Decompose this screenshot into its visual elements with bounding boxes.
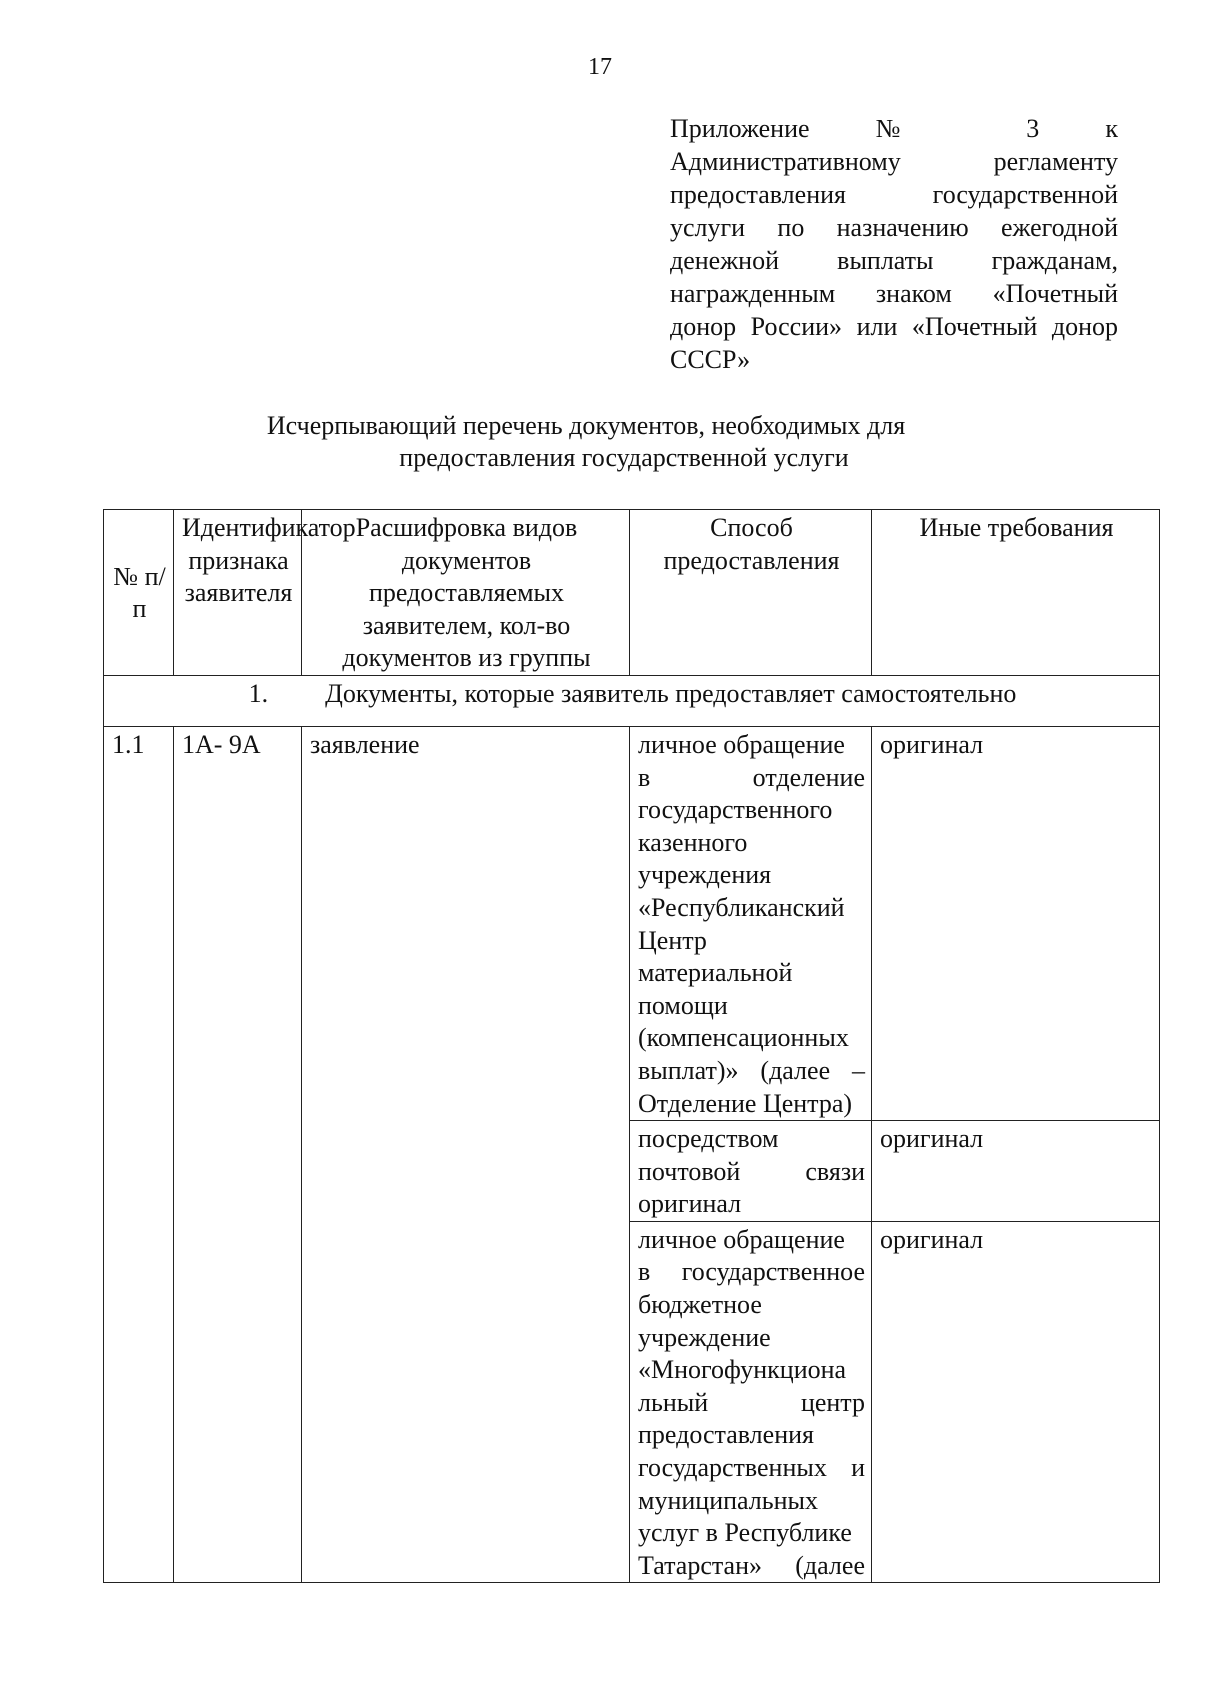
method-line: бюджетное [638, 1290, 762, 1320]
method-line: государственного [638, 795, 833, 825]
appendix-line: награжденным знаком «Почетный [670, 279, 1118, 308]
document-title-line-1: Исчерпывающий перечень документов, необходимых для [266, 411, 906, 440]
method-line: Татарстан» (далее [638, 1550, 865, 1580]
method-line: посредством [638, 1124, 779, 1154]
method-line: (компенсационных [638, 1023, 849, 1053]
method-line: государственных и [638, 1453, 865, 1483]
method-cell [630, 1121, 872, 1222]
method-line: помощи [638, 990, 728, 1020]
row-number: 1.1 [104, 726, 174, 1582]
appendix-line: донор России» или «Почетный донор [670, 312, 1118, 341]
requirement-cell: оригинал [872, 1121, 1160, 1222]
method-line: личное обращение [638, 1224, 845, 1254]
section-title: Документы, которые заявитель предоставляет самостоятельно [325, 678, 1017, 708]
appendix-line: Административному регламенту [670, 147, 1118, 176]
method-line: льный центр [638, 1387, 865, 1417]
header-number: № п/п [104, 510, 174, 676]
method-cell [630, 1221, 872, 1583]
method-line: в отделение [638, 762, 865, 792]
method-line: личное обращение [638, 729, 845, 759]
requirement-cell: оригинал [872, 726, 1160, 1120]
method-cell [630, 726, 872, 1120]
table-row [104, 726, 1160, 1120]
section-heading [104, 675, 1160, 726]
appendix-line: Приложение № 3 к [670, 114, 1118, 143]
method-line: в государственное [638, 1257, 865, 1287]
section-row [104, 675, 1160, 726]
requirement-cell: оригинал [872, 1221, 1160, 1583]
table-header-row [104, 510, 1160, 676]
method-line: казенного [638, 827, 748, 857]
appendix-line: денежной выплаты гражданам, [670, 246, 1118, 275]
method-line: муниципальных [638, 1485, 819, 1515]
page-number: 17 [588, 54, 612, 80]
documents-table [103, 509, 1160, 1583]
method-line: материальной [638, 958, 793, 988]
row-identifier: 1А- 9А [174, 726, 302, 1582]
method-line: предоставления [638, 1420, 814, 1450]
row-document: заявление [302, 726, 630, 1582]
method-line: услуг в Республике [638, 1518, 852, 1548]
header-method: Способ предоставления [630, 510, 872, 676]
method-line: оригинал [638, 1189, 742, 1219]
appendix-line: услуги по назначению ежегодной [670, 213, 1118, 242]
method-line: «Республиканский [638, 892, 845, 922]
document-title [0, 410, 1200, 474]
method-line: учреждения [638, 860, 772, 890]
method-line: «Многофункциона [638, 1355, 847, 1385]
header-identifier: Идентификатор признака заявителя [174, 510, 302, 676]
appendix-reference [670, 112, 1118, 376]
header-other-requirements: Иные требования [872, 510, 1160, 676]
method-line: Центр [638, 925, 707, 955]
method-line: почтовой связи [638, 1156, 865, 1186]
method-line: учреждение [638, 1322, 771, 1352]
document-title-line-2: предоставления государственной услуги [399, 443, 849, 472]
appendix-line: СССР» [670, 345, 751, 374]
section-number: 1. [248, 678, 269, 708]
method-line: выплат)» (далее – [638, 1055, 865, 1085]
appendix-line: предоставления государственной [670, 180, 1118, 209]
header-document-types: Расшифровка видов документов предоставляемых заявителем, кол-во документов из группы [302, 510, 630, 676]
method-line: Отделение Центра) [638, 1088, 853, 1118]
